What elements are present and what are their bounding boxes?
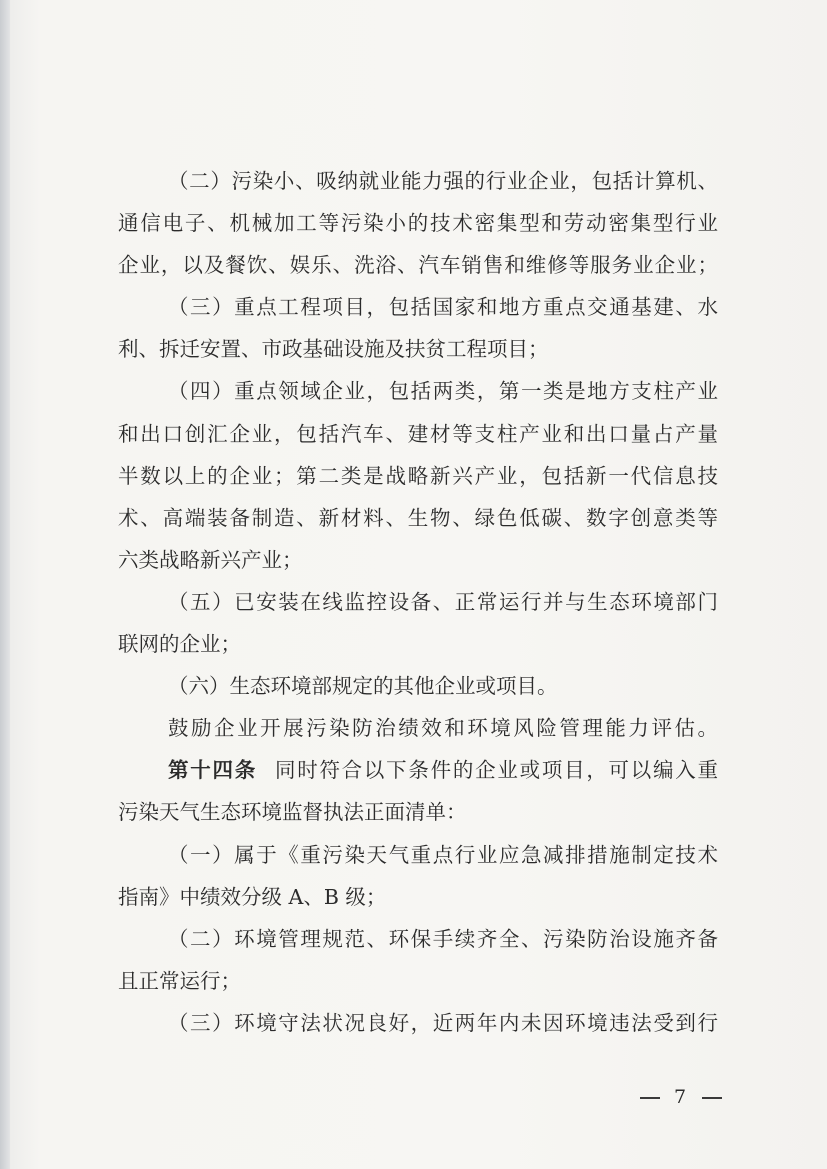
text-line: （二）污染小、吸纳就业能力强的行业企业，包括计算机、 [168,169,718,193]
page-number [640,1086,722,1108]
text-line: 通信电子、机械加工等污染小的技术密集型和劳动密集型行业 [118,211,718,236]
document-body [118,160,718,1044]
dash-left [640,1097,660,1099]
text-line: 联网的企业； [118,632,241,657]
text-line: 且正常运行； [118,968,241,993]
text-line: 六类战略新兴产业； [118,547,303,572]
scan-edge-shadow [0,0,10,1169]
text-line: 企业，以及餐饮、娱乐、洗浴、汽车销售和维修等服务业企业； [118,253,718,278]
text-line: 鼓励企业开展污染防治绩效和环境风险管理能力评估。 [168,716,718,741]
text-line: （二）环境管理规范、环保手续齐全、污染防治设施齐备 [168,926,718,951]
text-line: （三）环境守法状况良好，近两年内未因环境违法受到行 [168,1010,718,1035]
text-line: 污染天气生态环境监督执法正面清单： [118,800,467,825]
article-number: 第十四条 [168,758,257,783]
text-line: 指南》中绩效分级 A、B 级； [118,884,387,909]
text-line: （五）已安装在线监控设备、正常运行并与生态环境部门 [168,589,718,614]
text-line: （三）重点工程项目，包括国家和地方重点交通基建、水 [168,295,718,320]
text-line: （六）生态环境部规定的其他企业或项目。 [168,674,558,699]
article-line [118,749,718,791]
page-number-value: 7 [674,1086,689,1108]
text-line: 和出口创汇企业，包括汽车、建材等支柱产业和出口量占产量 [118,421,718,446]
text-segment: 同时符合以下条件的企业或项目，可以编入重 [274,758,718,783]
text-line: 术、高端装备制造、新材料、生物、绿色低碳、数字创意类等 [118,505,718,530]
text-line: （四）重点领域企业，包括两类，第一类是地方支柱产业 [168,379,718,404]
dash-right [702,1097,722,1099]
text-line: （一）属于《重污染天气重点行业应急减排措施制定技术 [168,842,718,867]
text-line: 半数以上的企业；第二类是战略新兴产业，包括新一代信息技 [118,463,718,488]
text-line: 利、拆迁安置、市政基础设施及扶贫工程项目； [118,337,549,362]
